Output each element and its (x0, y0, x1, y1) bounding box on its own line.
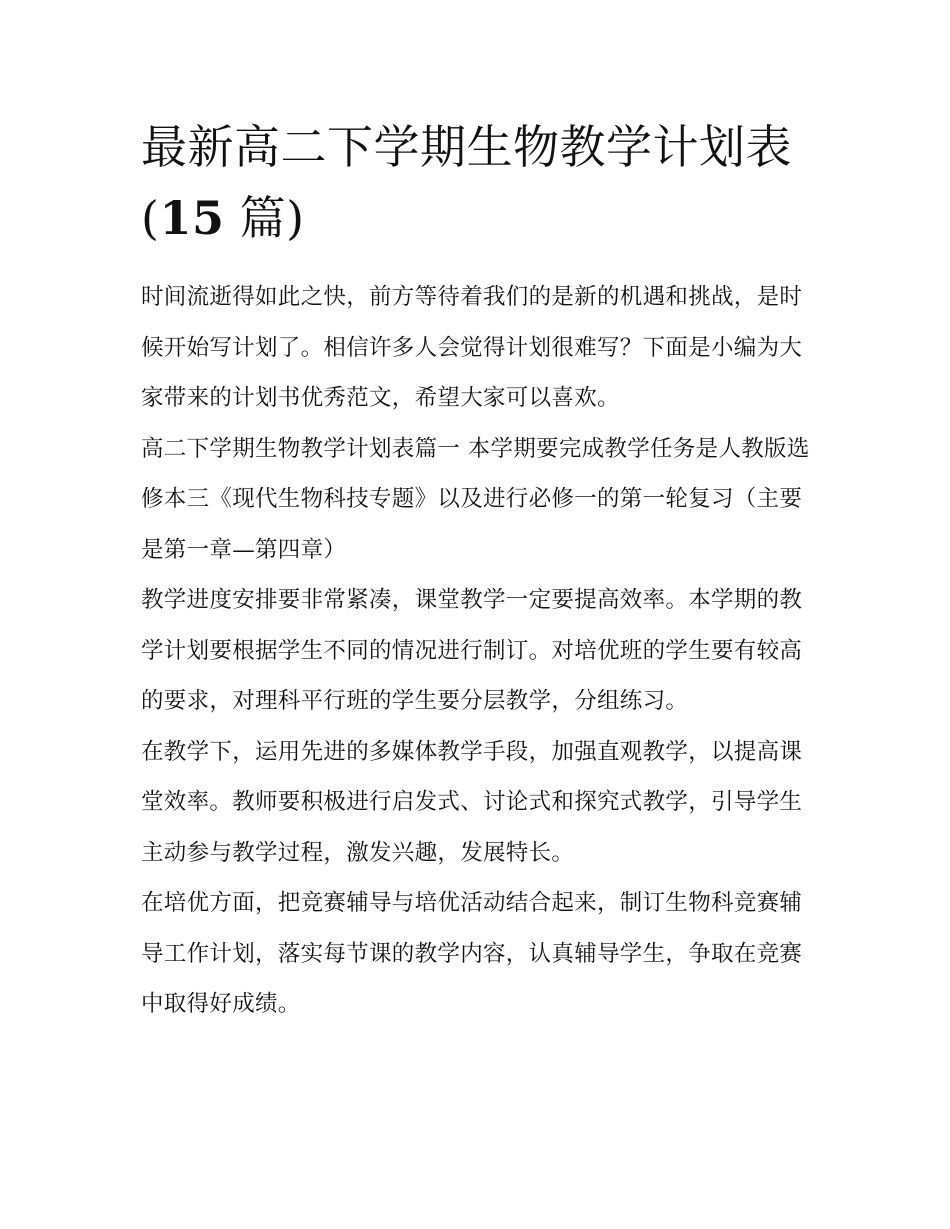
paragraph-2: 教学进度安排要非常紧凑，课堂教学一定要提高效率。本学期的教学计划要根据学生不同的情况进行制订。对培优班的学生要有较高的要求，对理科平行班的学生要分层教学，分组练习。 (141, 587, 803, 714)
paragraph-1: 高二下学期生物教学计划表篇一 本学期要完成教学任务是人教版选修本三《现代生物科技专题》以及进行必修一的第一轮复习（主要是第一章—第四章） (141, 435, 810, 563)
title-count: 15 (159, 191, 225, 245)
paragraph-list (141, 272, 813, 1030)
title-prefix: 最新高二下学期生物教学计划表( (141, 120, 792, 245)
paragraph-3: 在教学下，运用先进的多媒体教学手段，加强直观教学，以提高课堂效率。教师要积极进行启发式、讨论式和探究式教学，引导学生主动参与教学过程，激发兴趣，发展特长。 (141, 738, 803, 866)
document-body (141, 112, 813, 1030)
paragraph-4: 在培优方面，把竞赛辅导与培优活动结合起来，制订生物科竞赛辅导工作计划，落实每节课的教学内容，认真辅导学生，争取在竞赛中取得好成绩。 (141, 890, 803, 1017)
title-suffix: 篇) (224, 191, 305, 245)
document-title (141, 112, 813, 254)
paragraph-intro: 时间流逝得如此之快，前方等待着我们的是新的机遇和挑战，是时候开始写计划了。相信许多人会觉得计划很难写？下面是小编为大家带来的计划书优秀范文，希望大家可以喜欢。 (141, 284, 803, 411)
